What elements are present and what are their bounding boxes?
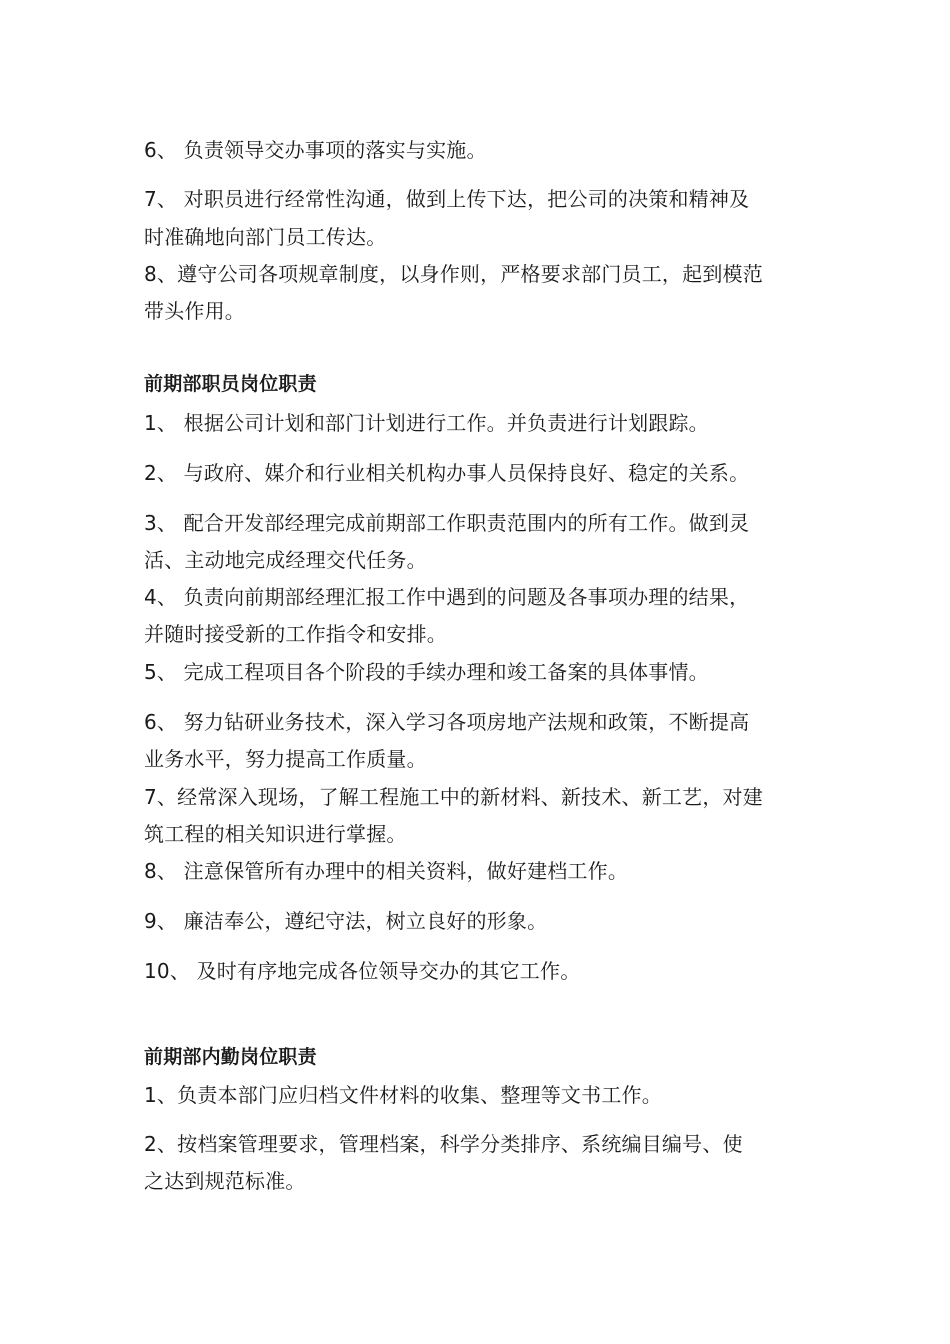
- section-title-internal: 前期部内勤岗位职责: [144, 1046, 317, 1068]
- staff-duty-10: 10、 及时有序地完成各位领导交办的其它工作。: [144, 959, 581, 983]
- duty-line-7: 7、 对职员进行经常性沟通，做到上传下达，把公司的决策和精神及: [144, 187, 750, 211]
- staff-duty-7: 7、经常深入现场，了解工程施工中的新材料、新技术、新工艺，对建: [144, 785, 763, 809]
- staff-duty-2: 2、 与政府、媒介和行业相关机构办事人员保持良好、稳定的关系。: [144, 461, 750, 485]
- staff-duty-1: 1、 根据公司计划和部门计划进行工作。并负责进行计划跟踪。: [144, 411, 709, 435]
- staff-duty-9: 9、 廉洁奉公，遵纪守法，树立良好的形象。: [144, 909, 548, 933]
- section-title-staff: 前期部职员岗位职责: [144, 373, 317, 395]
- staff-duty-3-cont: 活、主动地完成经理交代任务。: [144, 548, 427, 572]
- internal-duty-2: 2、按档案管理要求，管理档案，科学分类排序、系统编目编号、使: [144, 1132, 743, 1156]
- duty-line-7-cont: 时准确地向部门员工传达。: [144, 225, 387, 249]
- internal-duty-2-cont: 之达到规范标准。: [144, 1169, 306, 1193]
- staff-duty-6: 6、 努力钻研业务技术，深入学习各项房地产法规和政策，不断提高: [144, 710, 750, 734]
- staff-duty-3: 3、 配合开发部经理完成前期部工作职责范围内的所有工作。做到灵: [144, 511, 750, 535]
- staff-duty-8: 8、 注意保管所有办理中的相关资料，做好建档工作。: [144, 859, 629, 883]
- duty-line-8: 8、遵守公司各项规章制度，以身作则，严格要求部门员工，起到模范: [144, 262, 763, 286]
- staff-duty-5: 5、 完成工程项目各个阶段的手续办理和竣工备案的具体事情。: [144, 660, 709, 684]
- staff-duty-6-cont: 业务水平，努力提高工作质量。: [144, 747, 427, 771]
- internal-duty-1: 1、负责本部门应归档文件材料的收集、整理等文书工作。: [144, 1083, 662, 1107]
- staff-duty-7-cont: 筑工程的相关知识进行掌握。: [144, 822, 407, 846]
- staff-duty-4-cont: 并随时接受新的工作指令和安排。: [144, 622, 447, 646]
- duty-line-8-cont: 带头作用。: [144, 299, 245, 323]
- staff-duty-4: 4、 负责向前期部经理汇报工作中遇到的问题及各事项办理的结果，: [144, 585, 750, 609]
- duty-line-6: 6、 负责领导交办事项的落实与实施。: [144, 138, 487, 162]
